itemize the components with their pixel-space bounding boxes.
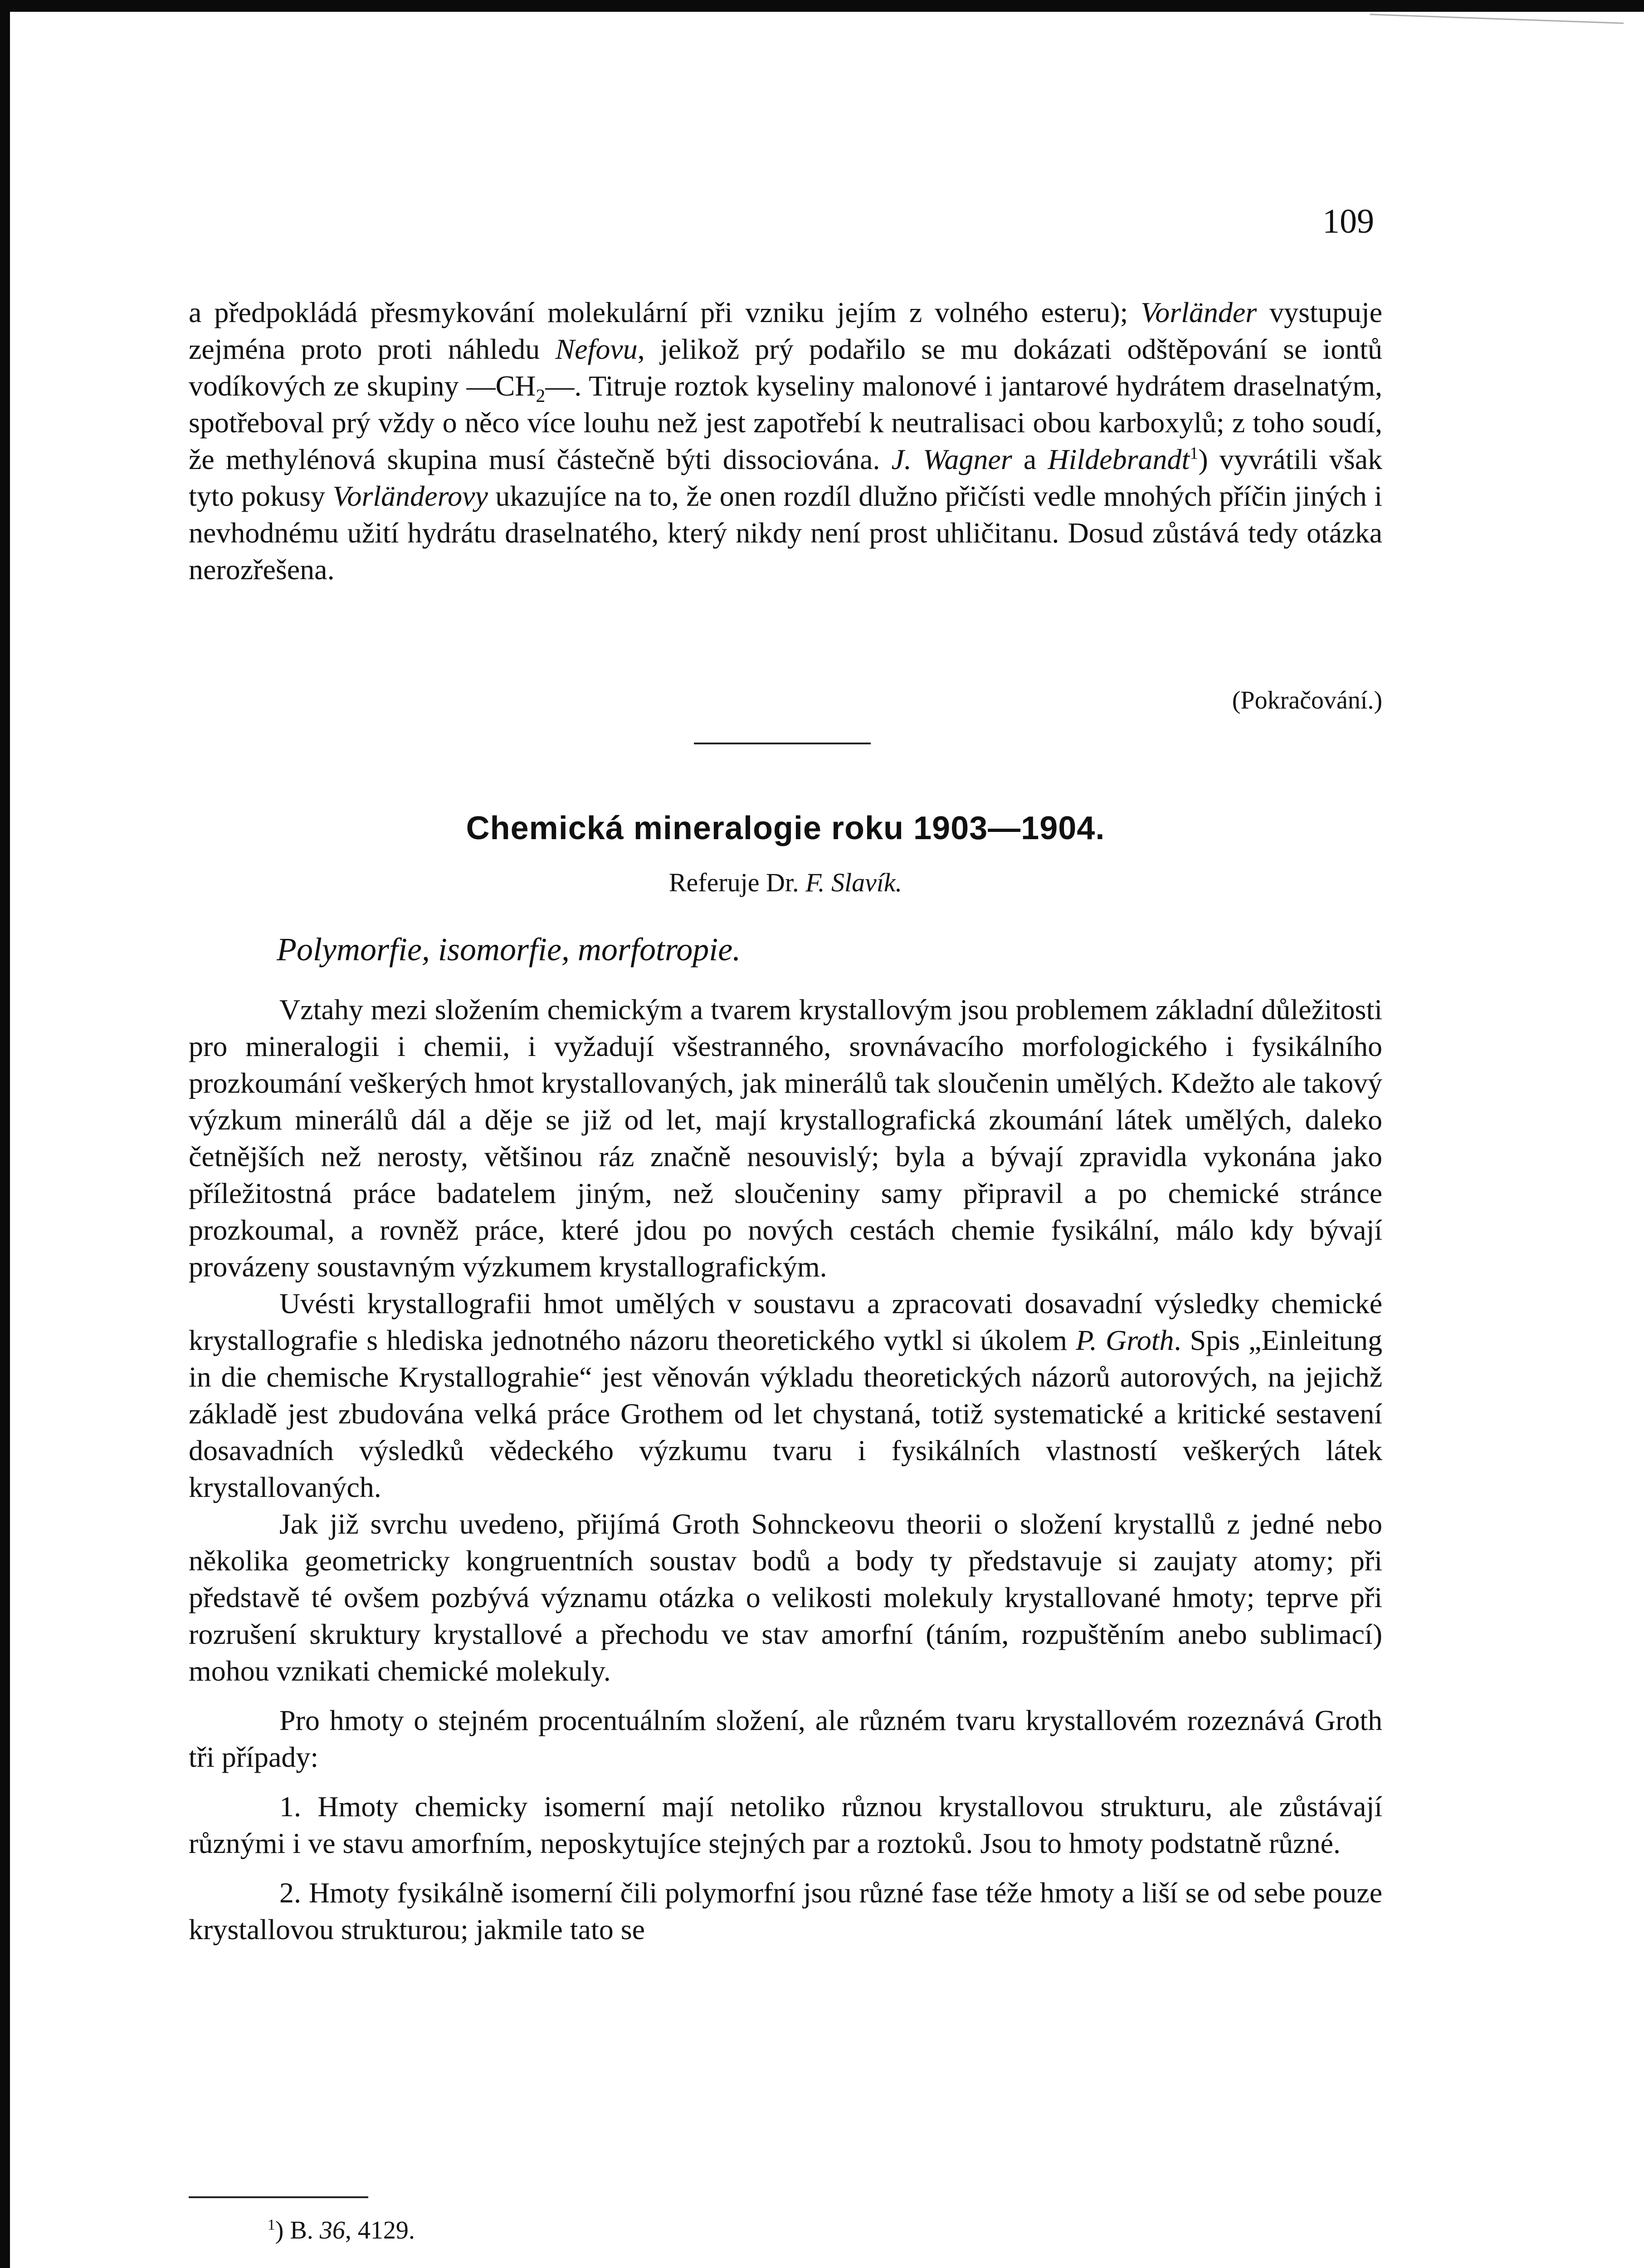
footnote-number: 1 [268,2216,275,2234]
footnote-paren: ) [275,2216,284,2244]
intro-segment: —. Titruje roztok kyseliny malonové i jantarové hydrátem draselnatým, spotřeboval prý vždy o něco více louhu než jest zapotřebí k neutralisaci obou karboxylů; z toho soudí, že methylénová skupina musí částečně býti dissociována. [189,370,1383,475]
section-separator [694,743,871,744]
author-prefix: Referuje Dr. [668,868,805,897]
list-item-1: 1. Hmoty chemicky isomerní mají netoliko různou krystallovou strukturu, ale zůstávají různými i ve stavu amorfním, neposkytujíce stejných par a roztoků. Jsou to hmoty podstatně různé. [189,1790,1382,1859]
paragraph-gap [189,1689,1382,1702]
article-title: Chemická mineralogie roku 1903—1904. [466,810,1105,846]
continuation-note: (Pokračování.) [1232,686,1382,714]
paragraph-segment: Uvésti krystallografii hmot umělých v soustavu a zpracovati dosavadní výsledky chemické krystallografie s hlediska jednotného názoru theoretického vytkl si úkolem [189,1287,1382,1356]
paragraph-segment: . Spis „Einleitung in die chemische Krystallograhie“ jest věnován výkladu theoretických názorů autorových, na jejichž základě jest zbudována velká práce Grothem od let chystaná, totiž systematické a kritické sestavení dosavadních výsledků vědeckého výzkumu tvaru i fysikálních vlastností veškerých látek krystallovaných. [189,1324,1382,1503]
list-item-2: 2. Hmoty fysikálně isomerní čili polymorfní jsou různé fase téže hmoty a liší se od sebe pouze krystallovou strukturou; jakmile tato se [189,1877,1382,1945]
body-paragraph-2 [189,1285,1382,1505]
intro-segment: a předpokládá přesmykování molekulární při vzniku jejím z volného esteru); [189,296,1141,328]
intro-text [189,294,1382,588]
author-reference: J. Wagner [891,443,1012,475]
scan-border-top [0,0,1644,12]
article-body [189,991,1382,1948]
author-reference: Nefovu [555,333,638,365]
intro-segment: a [1012,443,1048,475]
paragraph-gap [189,1862,1382,1874]
page-number: 109 [1322,202,1374,240]
section-heading: Polymorfie, isomorfie, morfotropie. [277,931,741,968]
subscript: 2 [536,385,546,406]
intro-segment: ukazujíce na to, že onen rozdíl dlužno přičísti vedle mnohých příčin jiných i nevhodnému užití hydrátu draselnatého, který nikdy není prost uhličitanu. Dosud zůstává tedy otázka nerozřešena. [189,480,1383,586]
intro-segment: vystupuje zejména proto proti náhledu [189,296,1383,365]
author-reference: Hildebrandt [1048,443,1190,475]
intro-paragraph [189,294,1382,588]
intro-segment: ) vyvrátili však tyto pokusy [189,443,1383,512]
author-reference: P. Groth [1076,1324,1174,1356]
body-paragraph-1: Vztahy mezi složením chemickým a tvarem krystallovým jsou problemem základní důležitosti pro mineralogii i chemii, i vyžadují všestranného, srovnávacího morfologického i fysikálního prozkoumání veškerých hmot krystallovaných, jak minerálů tak sloučenin umělých. Kdežto ale takový výzkum minerálů dál a děje se již od let, mají krystallografická zkoumání látek umělých, daleko četnějších než nerosty, většinou ráz značně nesouvislý; byla a bývají zpravidla vykonána jako příležitostná práce badatelem jiným, než sloučeniny samy připravil a po chemické stránce prozkoumal, a rovněž práce, které jdou po nových cestách chemie fysikální, málo kdy bývají provázeny soustavným výzkumem krystallografickým. [189,993,1382,1283]
intro-segment: , jelikož prý podařilo se mu dokázati odštěpování se iontů vodíkových ze skupiny —CH [189,333,1383,402]
paragraph-gap [189,1775,1382,1788]
footnote [268,2216,812,2245]
article-author [189,867,1382,898]
body-paragraph-4: Pro hmoty o stejném procentuálním složení, ale různém tvaru krystallovém rozeznává Groth tři případy: [189,1704,1382,1773]
body-paragraph-3: Jak již svrchu uvedeno, přijímá Groth Sohnckeovu theorii o složení krystallů z jedné nebo několika geometricky kongruentních soustav bodů a body ty představuje si zaujaty atomy; při představě té ovšem pozbývá významu otázka o velikosti molekuly krystallované hmoty; teprve při rozrušení skruktury krystallové a přechodu ve stav amorfní (táním, rozpuštěním anebo sublimací) mohou vznikati chemické molekuly. [189,1508,1382,1687]
footnote-volume: 36 [319,2216,345,2244]
author-reference: Vorländerovy [332,480,488,512]
footnote-page: , 4129. [345,2216,415,2244]
footnote-rule [189,2196,368,2198]
scan-edge-mark [1370,14,1624,30]
footnote-source: B. [283,2216,320,2244]
scan-border-left [0,0,10,2268]
footnote-marker[interactable]: 1 [1190,444,1199,463]
author-reference: Vorländer [1141,296,1257,328]
author-name: F. Slavík. [805,868,902,897]
